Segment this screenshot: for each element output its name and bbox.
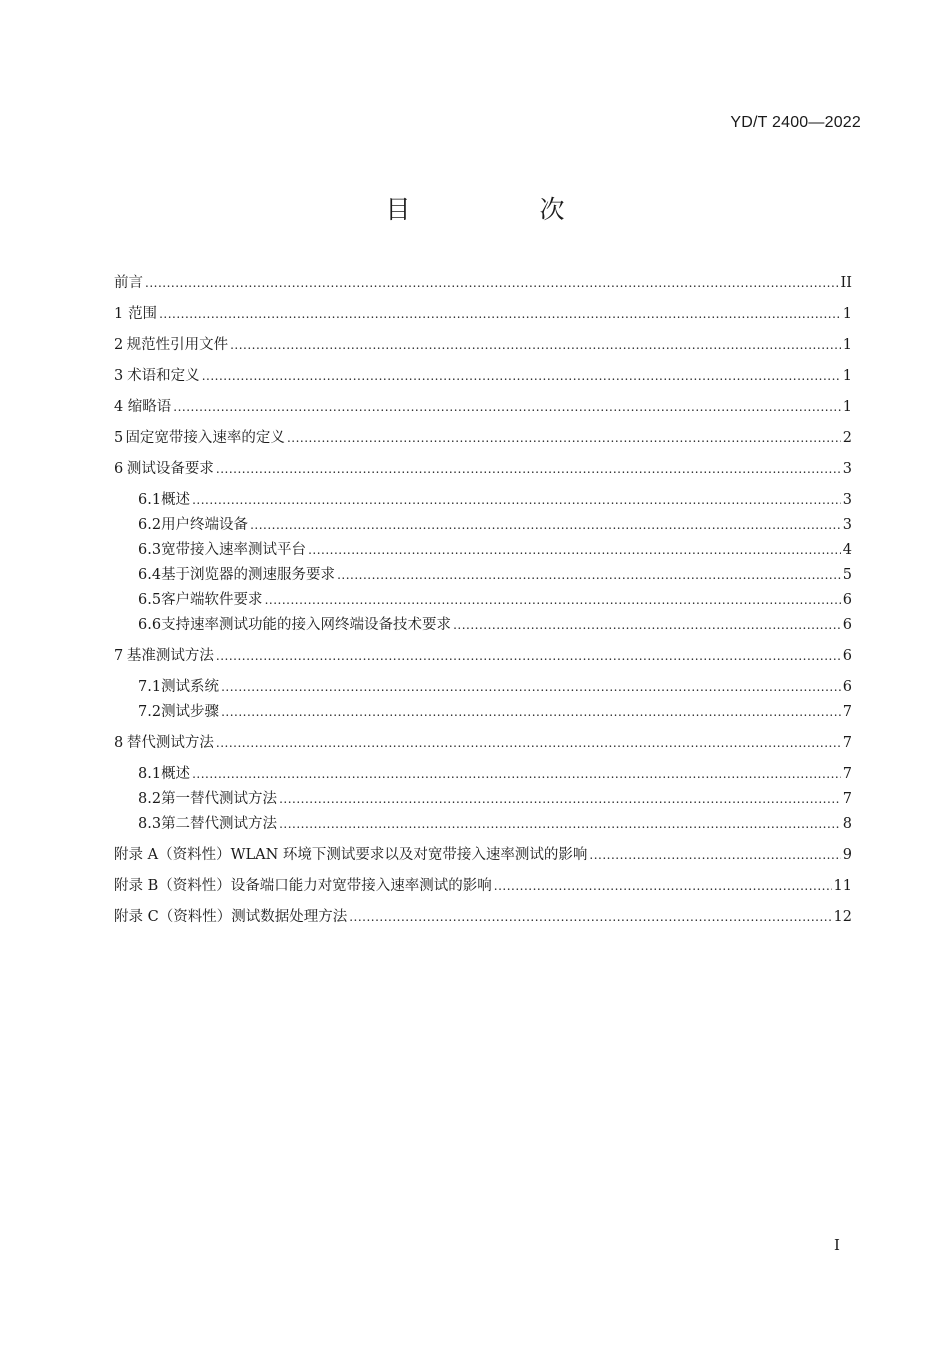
toc-entry-label: 术语和定义 [127, 368, 200, 384]
toc-entry-number: 6.4 [138, 567, 162, 583]
toc-leader [337, 564, 841, 586]
toc-entry-label: 用户终端设备 [161, 517, 249, 533]
page-title: 目 次 [385, 195, 617, 224]
toc-entry-number: 8.1 [138, 766, 162, 782]
toc-entry-page: 2 [842, 430, 852, 446]
toc-entry-page: 12 [833, 909, 852, 925]
toc-entry-foreword[interactable] [114, 272, 852, 294]
toc-entry-8-3[interactable] [138, 813, 852, 835]
toc-leader [145, 272, 839, 294]
toc-entry-page: 1 [842, 368, 852, 384]
toc-entry-label: 宽带接入速率测试平台 [161, 542, 307, 558]
page-number: I [834, 1236, 840, 1254]
toc-entry-label: 附录 B（资料性）设备端口能力对宽带接入速率测试的影响 [114, 878, 492, 894]
toc-entry-4[interactable] [114, 396, 852, 418]
toc-entry-7[interactable] [114, 645, 852, 667]
toc-entry-label: 概述 [161, 492, 191, 508]
toc-entry-appendix-c[interactable] [114, 906, 852, 928]
toc-entry-page: 6 [842, 617, 852, 633]
toc-leader [279, 813, 841, 835]
toc-leader [265, 589, 841, 611]
toc-entry-label: 测试设备要求 [126, 461, 214, 477]
toc-entry-label: 固定宽带接入速率的定义 [125, 430, 285, 446]
toc-entry-page: 3 [842, 461, 852, 477]
toc-entry-number: 6.6 [138, 617, 162, 633]
toc-entry-page: 9 [842, 847, 852, 863]
toc-entry-label: 基于浏览器的测速服务要求 [161, 567, 336, 583]
toc-entry-label: 测试步骤 [161, 704, 220, 720]
toc-entry-label: 第二替代测试方法 [161, 816, 278, 832]
toc-entry-label: 附录 A（资料性）WLAN 环境下测试要求以及对宽带接入速率测试的影响 [114, 847, 588, 863]
toc-leader [192, 763, 841, 785]
toc-entry-appendix-a[interactable] [114, 844, 852, 866]
toc-leader [230, 334, 841, 356]
toc-entry-page: 7 [842, 791, 852, 807]
toc-entry-number: 7 [114, 648, 124, 664]
toc-entry-number: 1 [114, 306, 124, 322]
toc-entry-number: 6.2 [138, 517, 162, 533]
toc-entry-label: 概述 [161, 766, 191, 782]
toc-entry-page: II [840, 275, 852, 291]
toc-entry-label: 测试系统 [161, 679, 220, 695]
toc-leader [173, 396, 840, 418]
toc-entry-page: 11 [833, 878, 852, 894]
toc-entry-8[interactable] [114, 732, 852, 754]
standard-code: YD/T 2400—2022 [730, 114, 861, 131]
toc-entry-8-2[interactable] [138, 788, 852, 810]
toc-entry-number: 8.2 [138, 791, 162, 807]
toc-leader [250, 514, 841, 536]
toc-entry-number: 6.3 [138, 542, 162, 558]
toc-entry-number: 7.2 [138, 704, 162, 720]
toc-entry-6-4[interactable] [138, 564, 852, 586]
toc-entry-label: 第一替代测试方法 [161, 791, 278, 807]
toc-leader [279, 788, 841, 810]
toc-entry-page: 1 [842, 399, 852, 415]
toc-entry-number: 4 [114, 399, 124, 415]
toc-entry-label: 客户端软件要求 [161, 592, 263, 608]
toc-entry-6-2[interactable] [138, 514, 852, 536]
toc-leader [308, 539, 841, 561]
toc-entry-page: 6 [842, 592, 852, 608]
toc-entry-1[interactable] [114, 303, 852, 325]
toc-entry-number: 6 [114, 461, 124, 477]
toc-entry-number: 5 [114, 430, 124, 446]
toc-leader [453, 614, 841, 636]
toc-leader [494, 875, 832, 897]
toc-entry-number: 7.1 [138, 679, 162, 695]
toc-entry-page: 1 [842, 337, 852, 353]
toc-entry-label: 基准测试方法 [126, 648, 214, 664]
toc-leader [287, 427, 841, 449]
toc-entry-label: 替代测试方法 [126, 735, 214, 751]
toc-entry-page: 5 [842, 567, 852, 583]
toc-entry-page: 7 [842, 735, 852, 751]
toc-entry-2[interactable] [114, 334, 852, 356]
toc-entry-page: 4 [842, 542, 852, 558]
toc-entry-label: 前言 [114, 275, 143, 291]
toc-leader [216, 732, 841, 754]
toc-leader [349, 906, 831, 928]
toc-leader [202, 365, 841, 387]
toc-entry-number: 6.1 [138, 492, 162, 508]
toc-entry-7-1[interactable] [138, 676, 852, 698]
toc-entry-page: 3 [842, 517, 852, 533]
toc-leader [159, 303, 841, 325]
toc-entry-label: 缩略语 [127, 399, 172, 415]
toc-entry-number: 6.5 [138, 592, 162, 608]
toc-entry-5[interactable] [114, 427, 852, 449]
toc-entry-page: 3 [842, 492, 852, 508]
toc-entry-6-1[interactable] [138, 489, 852, 511]
toc-leader [221, 676, 841, 698]
toc-entry-page: 6 [842, 679, 852, 695]
toc-entry-number: 8 [114, 735, 124, 751]
toc-entry-label: 附录 C（资料性）测试数据处理方法 [114, 909, 348, 925]
toc-entry-8-1[interactable] [138, 763, 852, 785]
toc-entry-6-6[interactable] [138, 614, 852, 636]
toc-entry-label: 规范性引用文件 [126, 337, 229, 353]
toc-entry-appendix-b[interactable] [114, 875, 852, 897]
toc-leader [216, 458, 841, 480]
toc-leader [589, 844, 840, 866]
toc-entry-number: 2 [114, 337, 124, 353]
toc-entry-page: 8 [842, 816, 852, 832]
toc-leader [216, 645, 841, 667]
toc-entry-7-2[interactable] [138, 701, 852, 723]
toc-entry-page: 7 [842, 766, 852, 782]
toc-leader [221, 701, 841, 723]
toc-leader [192, 489, 841, 511]
toc-entry-page: 6 [842, 648, 852, 664]
toc-entry-6-3[interactable] [138, 539, 852, 561]
toc-entry-6[interactable] [114, 458, 852, 480]
toc-entry-3[interactable] [114, 365, 852, 387]
toc-entry-number: 8.3 [138, 816, 162, 832]
toc-entry-number: 3 [114, 368, 124, 384]
toc-entry-label: 支持速率测试功能的接入网终端设备技术要求 [161, 617, 452, 633]
toc-entry-page: 1 [842, 306, 852, 322]
toc-entry-page: 7 [842, 704, 852, 720]
toc-entry-label: 范围 [128, 306, 158, 322]
toc-entry-6-5[interactable] [138, 589, 852, 611]
